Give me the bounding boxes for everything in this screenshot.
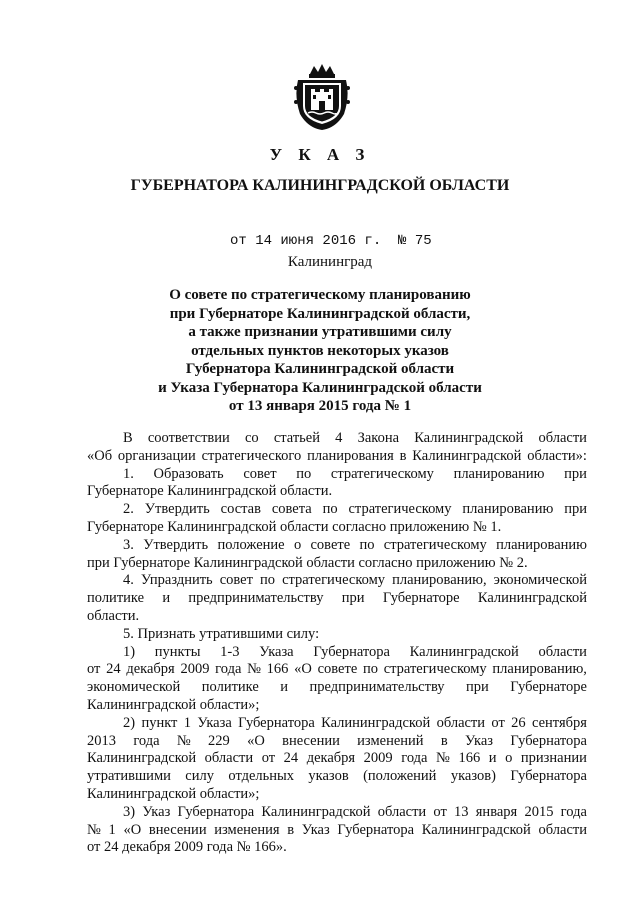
body-word: года [401, 750, 428, 767]
body-word: Калининградской [412, 447, 522, 464]
body-line: при Губернаторе Калининградской области согласно приложению № 2. [87, 554, 528, 571]
body-line [87, 430, 587, 448]
body-word: Указ [301, 821, 330, 838]
body-word: области [204, 750, 254, 767]
body-word: 1. [123, 465, 134, 482]
body-word: января [475, 803, 518, 820]
body-word: области [538, 821, 587, 838]
body-word: политике [201, 679, 259, 696]
body-word: Утвердить [143, 536, 209, 553]
body-word: стратегическому [383, 661, 487, 678]
body-word: и [280, 679, 289, 696]
body-word: Упразднить [140, 572, 213, 589]
body-word: Губернатора [510, 768, 587, 785]
body-word: от [491, 714, 505, 731]
body-word: состав [220, 501, 261, 518]
body-word: области [538, 430, 587, 446]
body-word: стратегическому [282, 572, 386, 589]
body-word: организации [117, 447, 196, 464]
body-word: Указ [142, 803, 171, 820]
body-word: Губернаторе [510, 679, 587, 696]
body-word: планированию [496, 536, 587, 553]
body-word: стратегическому [348, 501, 452, 518]
body-word: № [176, 732, 191, 749]
body-word: года [215, 661, 242, 678]
decree-body [87, 430, 587, 857]
body-word: Калининградской [409, 643, 519, 660]
body-word: 3) [123, 803, 136, 820]
body-word: № [436, 750, 450, 767]
body-word: 229 [208, 732, 230, 749]
body-word: планированию [462, 501, 554, 518]
body-line [87, 661, 587, 679]
body-word: предпринимательству [188, 590, 324, 607]
body-word: № [87, 821, 101, 838]
body-word: 4 [335, 430, 343, 446]
body-line [87, 466, 587, 484]
body-word: Калининградской [477, 590, 587, 607]
body-word: изменений [357, 732, 424, 749]
body-word: Указа [197, 714, 232, 731]
body-word: планирования [307, 447, 394, 464]
body-word: планированию, [392, 572, 487, 589]
body-word: совета [271, 501, 312, 518]
body-line [87, 644, 587, 662]
body-word: года [133, 732, 160, 749]
body-word: Калининградской [421, 821, 531, 838]
body-word: 24 [106, 661, 121, 678]
body-word: 1 [108, 821, 116, 838]
body-word: «О [294, 661, 312, 678]
body-word: от [87, 661, 101, 678]
body-word: силу [185, 768, 214, 785]
body-word: Закона [357, 430, 400, 446]
title-line: Губернатора Калининградской области [185, 361, 455, 377]
body-word: совет [243, 465, 277, 482]
body-line: Губернаторе Калининградской области согласно приложению № 1. [87, 518, 502, 535]
body-word: совете [310, 536, 351, 553]
body-word: 2013 [87, 732, 116, 749]
body-word: 4. [123, 572, 134, 589]
body-word: пункт [141, 714, 178, 731]
body-word: 1 [183, 714, 191, 731]
body-line [87, 750, 587, 768]
body-word: экономической [87, 679, 181, 696]
body-word: отдельных [228, 768, 295, 785]
body-line [87, 590, 587, 608]
body-word: 166 [458, 750, 481, 767]
body-word: «Об [87, 447, 113, 464]
body-word: изменения [214, 821, 280, 838]
body-line: Губернаторе Калининградской области. [87, 483, 333, 500]
body-word: по [322, 501, 338, 518]
body-line: Калининградской области»; [87, 696, 260, 713]
body-word: политике [87, 590, 145, 607]
city-name: Калининград [287, 254, 373, 270]
body-word: утратившими [87, 768, 171, 785]
title-line: отдельных пунктов некоторых указов [191, 342, 449, 359]
body-word: при [564, 465, 587, 482]
body-word: декабря [306, 750, 356, 767]
issuer-heading: ГУБЕРНАТОРА КАЛИНИНГРАДСКОЙ ОБЛАСТИ [130, 177, 510, 194]
body-word: совет [219, 572, 253, 589]
body-word: в [399, 447, 407, 464]
body-word: Указа [259, 643, 294, 660]
body-word: области [436, 714, 486, 731]
body-word: стратегическому [383, 536, 487, 553]
body-word: Губернатора [177, 803, 255, 820]
body-word: при [341, 590, 365, 607]
body-word: области [377, 803, 427, 820]
body-word: (положений [363, 768, 437, 785]
coat-of-arms-icon [292, 62, 352, 132]
body-word: Губернатора [238, 714, 315, 731]
body-line [87, 822, 587, 840]
body-line: 5. Признать утратившими силу: [123, 625, 320, 642]
body-word: и [162, 590, 171, 607]
body-word: 166 [266, 661, 289, 678]
body-word: планированию, [492, 661, 587, 678]
body-line: от 24 декабря 2009 года № 166». [87, 839, 287, 856]
body-word: Калининградской [414, 430, 524, 446]
body-word: 13 [454, 803, 469, 820]
body-line [87, 733, 587, 751]
body-word: о [293, 536, 302, 553]
body-word: от [433, 803, 447, 820]
body-word: Калининградской [321, 714, 431, 731]
body-line [87, 572, 587, 590]
body-word: по [296, 465, 312, 482]
body-word: в [287, 821, 295, 838]
body-word: по [260, 572, 276, 589]
body-word: при [564, 501, 587, 518]
body-word: 2) [123, 714, 136, 731]
body-word: Губернатора [510, 732, 587, 749]
body-word: 2015 [524, 803, 554, 820]
body-word: области»: [527, 447, 587, 464]
body-line [87, 537, 587, 555]
title-line: а также признании утратившими силу [188, 324, 452, 340]
body-word: указов [308, 768, 349, 785]
body-line: Калининградской области»; [87, 785, 260, 802]
body-word: 2009 [363, 750, 393, 767]
body-word: «О [123, 821, 142, 838]
body-word: признании [520, 750, 587, 767]
body-line [87, 448, 587, 466]
body-word: Губернатора [337, 821, 415, 838]
document-type: У К А З [269, 145, 371, 164]
body-word: В [123, 430, 133, 446]
title-line: и Указа Губернатора Калининградской области [158, 379, 482, 396]
body-word: в [440, 732, 448, 749]
body-word: со [244, 430, 259, 446]
body-word: 1) [123, 643, 136, 660]
body-word: области [538, 643, 587, 660]
body-word: и [488, 750, 497, 767]
body-line [87, 501, 587, 519]
body-line [87, 804, 587, 822]
body-word: от [261, 750, 276, 767]
body-word: Утвердить [144, 501, 210, 518]
body-word: Калининградской [87, 750, 197, 767]
body-word: 24 [283, 750, 299, 767]
body-word: положение [217, 536, 285, 553]
body-word: декабря [126, 661, 175, 678]
body-word: Калининградской [261, 803, 371, 820]
body-line [87, 715, 587, 733]
body-word: Губернатора [313, 643, 390, 660]
body-word: 3. [123, 536, 134, 553]
decree-date-number: от 14 июня 2016 г. № 75 [230, 233, 432, 249]
title-line: от 13 января 2015 года № 1 [228, 398, 412, 414]
body-word: 2009 [180, 661, 210, 678]
body-word: соответствии [147, 430, 230, 446]
body-word: о [505, 750, 513, 767]
body-word: по [362, 661, 378, 678]
body-word: при [466, 679, 489, 696]
body-word: пункты [154, 643, 201, 660]
body-word: 26 [511, 714, 526, 731]
body-word: сентября [531, 714, 587, 731]
body-word: стратегическому [330, 465, 434, 482]
body-word: стратегического [201, 447, 302, 464]
title-line: О совете по стратегическому планированию [169, 287, 471, 303]
body-word: 2. [123, 501, 134, 518]
body-word: внесении [148, 821, 207, 838]
decree-title [0, 286, 640, 416]
body-word: совете [317, 661, 358, 678]
body-line: области. [87, 607, 140, 624]
body-word: предпринимательству [309, 679, 445, 696]
body-line [87, 768, 587, 786]
body-word: по [359, 536, 375, 553]
body-word: «О [247, 732, 265, 749]
body-word: Указ [465, 732, 494, 749]
body-word: Губернаторе [382, 590, 460, 607]
body-word: Образовать [153, 465, 224, 482]
body-word: 1-3 [220, 643, 240, 660]
body-word: № [247, 661, 261, 678]
title-line: при Губернаторе Калининградской области, [169, 305, 471, 322]
body-word: года [560, 803, 587, 820]
body-word: указов) [450, 768, 496, 785]
body-word: экономической [493, 572, 587, 589]
body-line [87, 679, 587, 697]
body-word: статьей [273, 430, 320, 446]
body-word: планированию [453, 465, 545, 482]
body-word: внесении [282, 732, 340, 749]
